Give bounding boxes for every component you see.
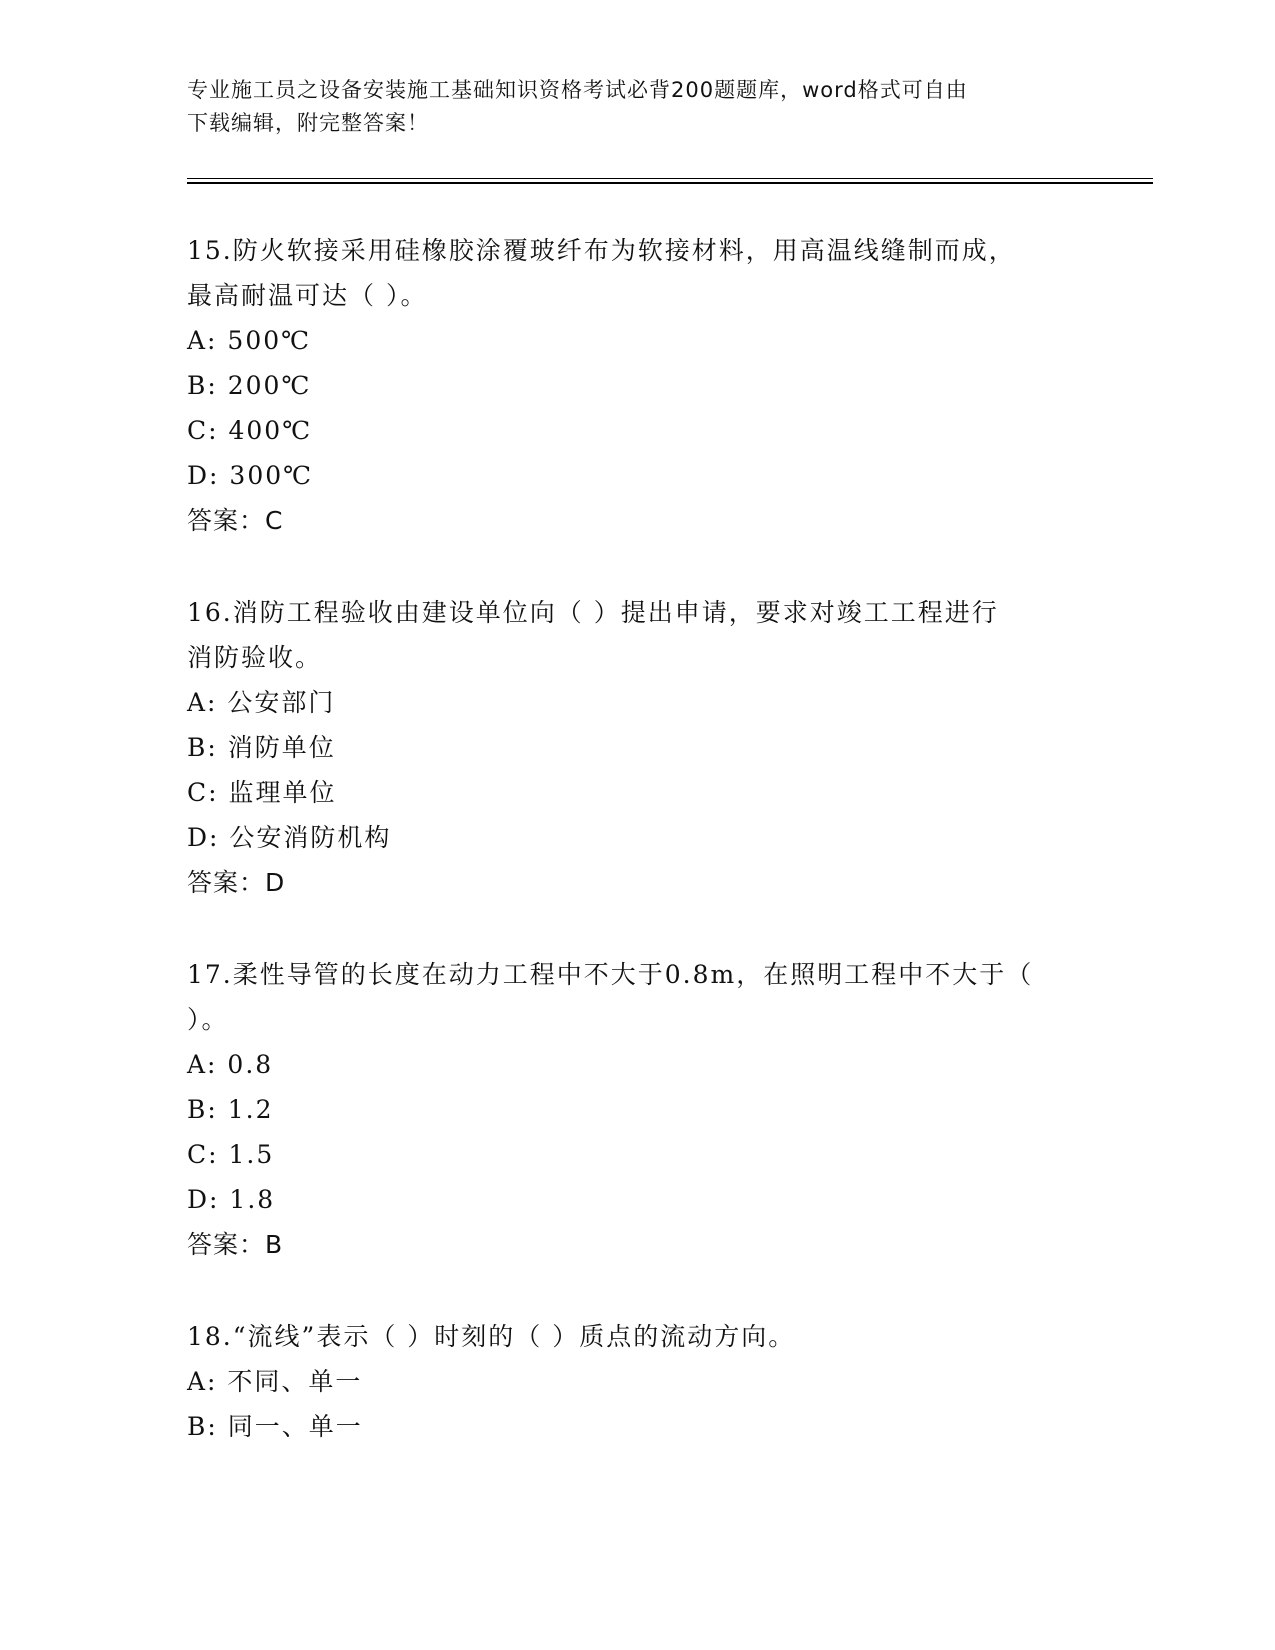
- option-d: D: 公安消防机构: [187, 823, 392, 852]
- question-16: [187, 590, 1087, 905]
- option-b: B: 消防单位: [187, 733, 336, 762]
- header-rule-thin: [187, 178, 1153, 179]
- question-stem-line-2: 消防验收。: [187, 643, 323, 672]
- answer: 答案：C: [187, 506, 284, 535]
- question-stem-line-1: 15.防火软接采用硅橡胶涂覆玻纤布为软接材料，用高温线缝制而成，: [187, 236, 1016, 265]
- document-header: [187, 74, 1087, 140]
- question-stem-line-2: 最高耐温可达（ ）。: [187, 281, 428, 310]
- header-line-1: 专业施工员之设备安装施工基础知识资格考试必背200题题库，word格式可自由: [187, 78, 968, 102]
- question-17: [187, 952, 1087, 1267]
- question-18: [187, 1314, 1087, 1449]
- option-c: C: 400℃: [187, 416, 313, 445]
- option-a: A: 不同、单一: [187, 1367, 363, 1396]
- header-rule-thick: [187, 182, 1153, 184]
- option-a: A: 0.8: [187, 1050, 274, 1079]
- option-a: A: 500℃: [187, 326, 312, 355]
- question-stem-line-2: ）。: [187, 1005, 229, 1034]
- question-stem-line-1: 16.消防工程验收由建设单位向（ ）提出申请，要求对竣工工程进行: [187, 598, 999, 627]
- answer: 答案：B: [187, 1230, 284, 1259]
- header-line-2: 下载编辑，附完整答案！: [187, 111, 429, 135]
- question-15: [187, 228, 1087, 543]
- option-c: C: 1.5: [187, 1140, 275, 1169]
- option-b: B: 1.2: [187, 1095, 274, 1124]
- question-stem-line-1: 17.柔性导管的长度在动力工程中不大于0.8m，在照明工程中不大于（: [187, 960, 1034, 989]
- option-b: B: 同一、单一: [187, 1412, 363, 1441]
- option-b: B: 200℃: [187, 371, 312, 400]
- answer: 答案：D: [187, 868, 286, 897]
- option-d: D: 1.8: [187, 1185, 276, 1214]
- option-d: D: 300℃: [187, 461, 314, 490]
- question-stem-line-1: 18.“流线”表示（ ）时刻的（ ）质点的流动方向。: [187, 1322, 796, 1351]
- option-a: A: 公安部门: [187, 688, 336, 717]
- option-c: C: 监理单位: [187, 778, 337, 807]
